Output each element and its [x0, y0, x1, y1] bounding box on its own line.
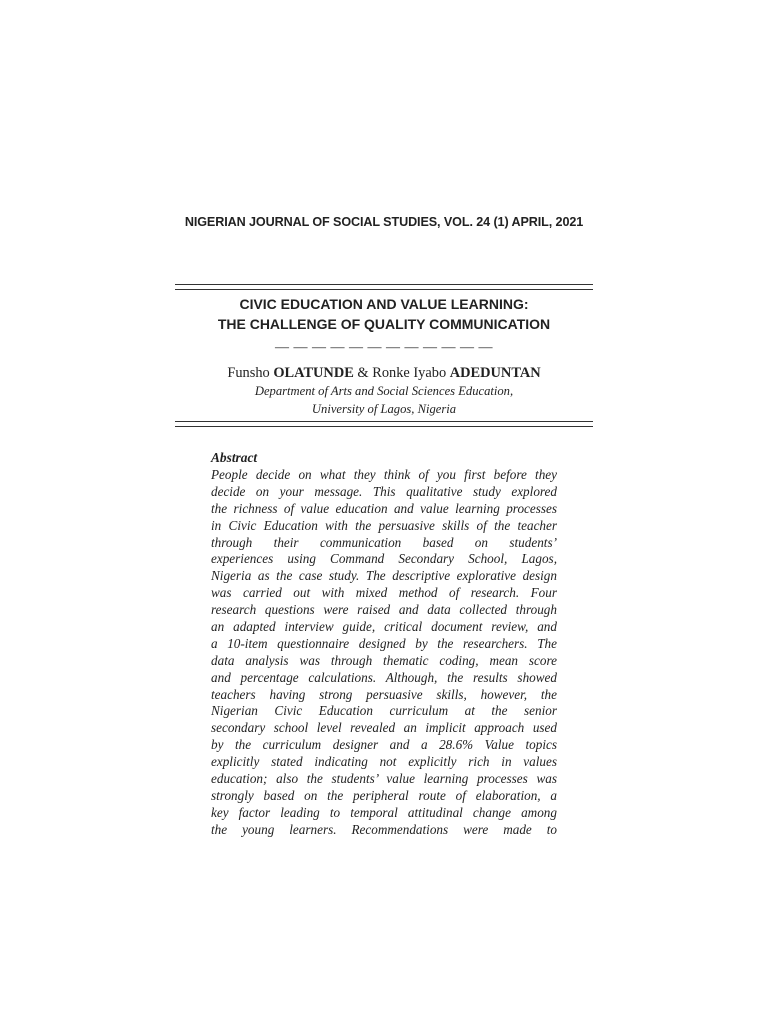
abstract-line: the richness of value education and value learning processes: [211, 500, 557, 516]
title-bottom-rule: [175, 421, 593, 427]
author-2-given-name: Ronke Iyabo: [372, 365, 450, 381]
abstract-line: was carried out with mixed method of research. Four: [211, 585, 557, 601]
abstract-line: by the curriculum designer and a 28.6% Value topics: [211, 737, 557, 753]
abstract-line: Nigerian Civic Education curriculum at the senior: [211, 703, 557, 719]
abstract-heading: Abstract: [211, 450, 258, 465]
abstract-line: the young learners. Recommendations were made to: [211, 821, 557, 837]
abstract-line: strongly based on the peripheral route of elaboration, a: [211, 787, 557, 803]
abstract-line: in Civic Education with the persuasive skills of the teacher: [211, 517, 557, 533]
article-title-line-1: CIVIC EDUCATION AND VALUE LEARNING:: [239, 296, 529, 312]
abstract-line: an adapted interview guide, critical document review, and: [211, 619, 557, 635]
abstract-line: data analysis was through thematic coding, mean score: [211, 652, 557, 668]
author-1-surname: OLATUNDE: [273, 365, 354, 381]
abstract-line: research questions were raised and data collected through: [211, 602, 557, 618]
author-2-surname: ADEDUNTAN: [449, 365, 541, 381]
abstract-line: experiences using Command Secondary School, Lagos,: [211, 551, 557, 567]
abstract-line: teachers having strong persuasive skills, however, the: [211, 686, 557, 702]
affiliation-university: University of Lagos, Nigeria: [311, 402, 457, 416]
abstract-body: [211, 467, 557, 839]
abstract-line: Nigeria as the case study. The descriptive explorative design: [211, 568, 557, 584]
article-title-line-2: THE CHALLENGE OF QUALITY COMMUNICATION: [217, 315, 551, 332]
abstract-line: explicitly stated indicating not explicitly rich in values: [211, 754, 557, 770]
article-title: [0, 295, 768, 334]
title-top-rule: [175, 284, 593, 290]
abstract-line: a 10-item questionnaire designed by the researchers. The: [211, 635, 557, 651]
abstract-line: education; also the students’ value learning processes was: [211, 771, 557, 787]
affiliation-department: Department of Arts and Social Sciences Education,: [254, 384, 514, 398]
journal-header: NIGERIAN JOURNAL OF SOCIAL STUDIES, VOL. 24 (1) APRIL, 2021: [184, 215, 584, 229]
abstract-line: key factor leading to temporal attitudinal change among: [211, 804, 557, 820]
author-conjunction: &: [353, 365, 373, 381]
abstract-line: through their communication based on students’: [211, 534, 557, 550]
affiliation: [0, 382, 768, 418]
dash-separator: — — — — — — — — — — — —: [275, 340, 493, 355]
author-1-given-name: Funsho: [227, 365, 274, 381]
abstract-line: and percentage calculations. Although, the results showed: [211, 669, 557, 685]
abstract-line: decide on your message. This qualitative study explored: [211, 483, 557, 499]
abstract-line: secondary school level revealed an implicit approach used: [211, 720, 557, 736]
abstract-line: People decide on what they think of you first before they: [211, 467, 557, 482]
authors-line: [0, 365, 768, 382]
